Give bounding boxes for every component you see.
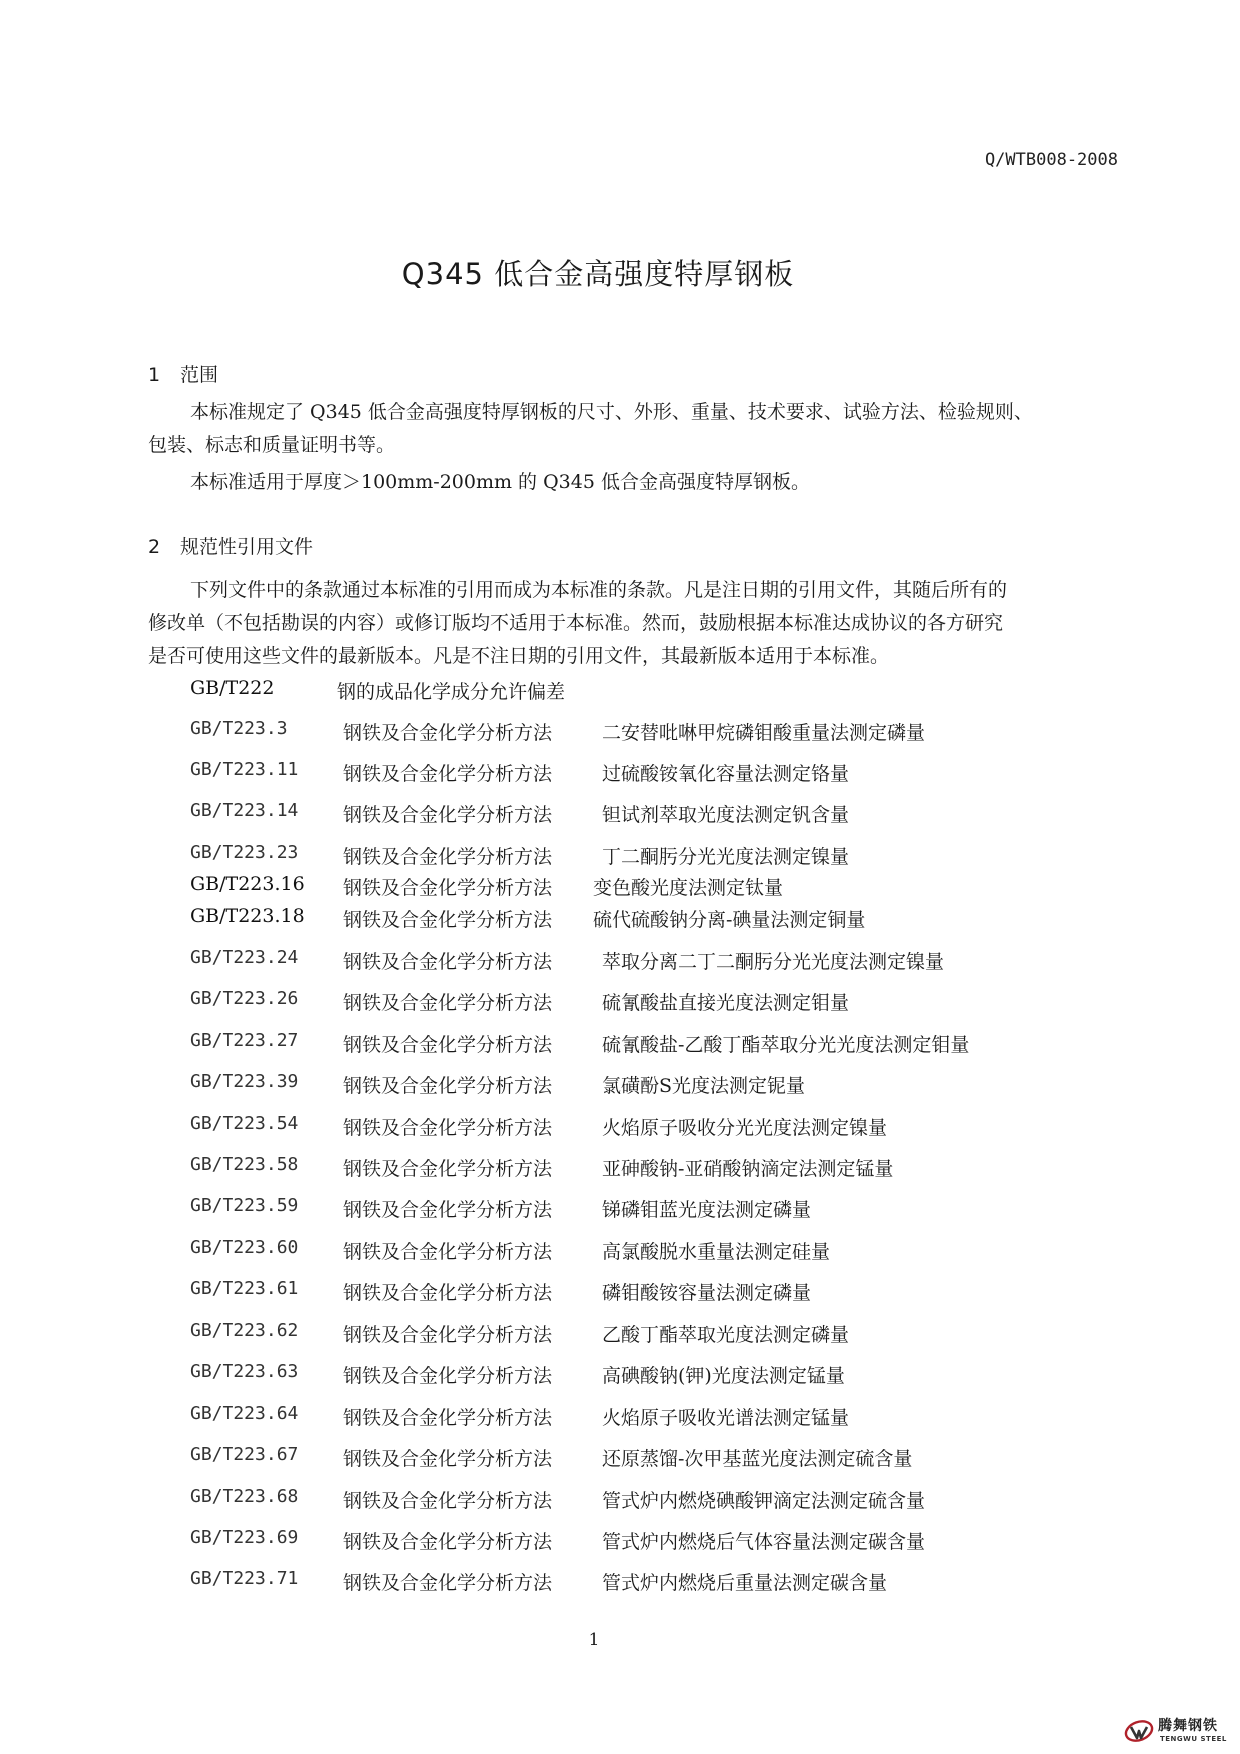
section-heading-references: [148, 532, 313, 559]
reference-code: GB/T222: [190, 677, 275, 699]
reference-code: GB/T223.71: [190, 1568, 299, 1589]
reference-code: GB/T223.69: [190, 1527, 299, 1548]
document-code: Q/WTB008-2008: [984, 150, 1118, 170]
reference-category: 钢铁及合金化学分析方法: [343, 722, 553, 744]
reference-category: 钢铁及合金化学分析方法: [343, 1407, 553, 1429]
reference-description: 硫代硫酸钠分离-碘量法测定铜量: [593, 909, 866, 931]
reference-code: GB/T223.58: [190, 1154, 299, 1175]
reference-category: 钢铁及合金化学分析方法: [343, 763, 553, 785]
section-heading-scope: [148, 360, 218, 387]
reference-code: GB/T223.3: [190, 718, 288, 739]
reference-code: GB/T223.14: [190, 800, 299, 821]
logo-name-cn: 腾舞钢铁: [1158, 1718, 1218, 1734]
reference-category: 钢铁及合金化学分析方法: [343, 1241, 553, 1263]
reference-category: 钢铁及合金化学分析方法: [343, 804, 553, 826]
references-paragraph: [148, 574, 1128, 673]
reference-code: GB/T223.26: [190, 988, 299, 1009]
company-logo: [1124, 1714, 1232, 1748]
document-title: Q345 低合金高强度特厚钢板: [401, 257, 795, 291]
reference-category: 钢铁及合金化学分析方法: [343, 1365, 553, 1387]
reference-category: 钢铁及合金化学分析方法: [343, 951, 553, 973]
reference-category: 钢铁及合金化学分析方法: [343, 1199, 553, 1221]
reference-code: GB/T223.63: [190, 1361, 299, 1382]
reference-description: 乙酸丁酯萃取光度法测定磷量: [602, 1324, 850, 1346]
reference-code: GB/T223.59: [190, 1195, 299, 1216]
reference-category: 钢铁及合金化学分析方法: [343, 909, 553, 931]
section-number: 1: [148, 364, 161, 386]
reference-description: 二安替吡啉甲烷磷钼酸重量法测定磷量: [602, 722, 926, 744]
paragraph-line: 本标准适用于厚度＞100mm-200mm 的 Q345 低合金高强度特厚钢板。: [190, 471, 810, 493]
reference-description: 管式炉内燃烧后气体容量法测定碳含量: [602, 1531, 926, 1553]
reference-category: 钢铁及合金化学分析方法: [343, 1448, 553, 1470]
reference-description: 火焰原子吸收光谱法测定锰量: [602, 1407, 850, 1429]
reference-code: GB/T223.67: [190, 1444, 299, 1465]
reference-code: GB/T223.11: [190, 759, 299, 780]
reference-title: 钢的成品化学成分允许偏差: [337, 681, 566, 703]
reference-category: 钢铁及合金化学分析方法: [343, 1034, 553, 1056]
logo-name-en: TENGWU STEEL: [1160, 1735, 1227, 1743]
reference-category: 钢铁及合金化学分析方法: [343, 1117, 553, 1139]
reference-code: GB/T223.27: [190, 1030, 299, 1051]
reference-description: 管式炉内燃烧碘酸钾滴定法测定硫含量: [602, 1490, 926, 1512]
reference-description: 火焰原子吸收分光光度法测定镍量: [602, 1117, 888, 1139]
reference-code: GB/T223.54: [190, 1113, 299, 1134]
reference-code: GB/T223.18: [190, 905, 305, 927]
section-title: 规范性引用文件: [180, 536, 314, 558]
reference-description: 氯磺酚S光度法测定铌量: [602, 1075, 806, 1097]
reference-category: 钢铁及合金化学分析方法: [343, 1531, 553, 1553]
paragraph-line: 本标准规定了 Q345 低合金高强度特厚钢板的尺寸、外形、重量、技术要求、试验方法、检验规则、: [190, 401, 1033, 423]
reference-description: 变色酸光度法测定钛量: [593, 877, 784, 899]
reference-category: 钢铁及合金化学分析方法: [343, 1572, 553, 1594]
reference-description: 高碘酸钠(钾)光度法测定锰量: [602, 1365, 845, 1387]
reference-category: 钢铁及合金化学分析方法: [343, 877, 553, 899]
section-number: 2: [148, 536, 161, 558]
reference-description: 高氯酸脱水重量法测定硅量: [602, 1241, 831, 1263]
paragraph-line: 包装、标志和质量证明书等。: [148, 434, 396, 456]
reference-code: GB/T223.39: [190, 1071, 299, 1092]
reference-code: GB/T223.16: [190, 873, 305, 895]
reference-description: 萃取分离二丁二酮肟分光光度法测定镍量: [602, 951, 945, 973]
reference-description: 硫氰酸盐-乙酸丁酯萃取分光光度法测定钼量: [602, 1034, 970, 1056]
reference-description: 管式炉内燃烧后重量法测定碳含量: [602, 1572, 888, 1594]
paragraph-line: 下列文件中的条款通过本标准的引用而成为本标准的条款。凡是注日期的引用文件，其随后所有的: [190, 579, 1008, 601]
section-title: 范围: [180, 364, 219, 386]
reference-category: 钢铁及合金化学分析方法: [343, 1158, 553, 1180]
reference-description: 还原蒸馏-次甲基蓝光度法测定硫含量: [602, 1448, 913, 1470]
reference-description: 锑磷钼蓝光度法测定磷量: [602, 1199, 812, 1221]
reference-code: GB/T223.24: [190, 947, 299, 968]
reference-category: 钢铁及合金化学分析方法: [343, 1324, 553, 1346]
reference-category: 钢铁及合金化学分析方法: [343, 1282, 553, 1304]
reference-code: GB/T223.23: [190, 842, 299, 863]
reference-code: GB/T223.61: [190, 1278, 299, 1299]
reference-category: 钢铁及合金化学分析方法: [343, 846, 553, 868]
reference-description: 硫氰酸盐直接光度法测定钼量: [602, 992, 850, 1014]
page-number: 1: [588, 1630, 600, 1650]
reference-description: 过硫酸铵氧化容量法测定铬量: [602, 763, 850, 785]
reference-description: 亚砷酸钠-亚硝酸钠滴定法测定锰量: [602, 1158, 894, 1180]
reference-code: GB/T223.68: [190, 1486, 299, 1507]
reference-code: GB/T223.62: [190, 1320, 299, 1341]
paragraph-line: 是否可使用这些文件的最新版本。凡是不注日期的引用文件，其最新版本适用于本标准。: [148, 645, 890, 667]
logo-mark-icon: [1124, 1716, 1154, 1746]
reference-code: GB/T223.64: [190, 1403, 299, 1424]
reference-category: 钢铁及合金化学分析方法: [343, 1490, 553, 1512]
reference-description: 丁二酮肟分光光度法测定镍量: [602, 846, 850, 868]
reference-description: 磷钼酸铵容量法测定磷量: [602, 1282, 812, 1304]
scope-paragraph: [148, 396, 1128, 499]
reference-category: 钢铁及合金化学分析方法: [343, 1075, 553, 1097]
paragraph-line: 修改单（不包括勘误的内容）或修订版均不适用于本标准。然而，鼓励根据本标准达成协议的各方研究: [148, 612, 1004, 634]
reference-category: 钢铁及合金化学分析方法: [343, 992, 553, 1014]
reference-description: 钽试剂萃取光度法测定钒含量: [602, 804, 850, 826]
reference-code: GB/T223.60: [190, 1237, 299, 1258]
